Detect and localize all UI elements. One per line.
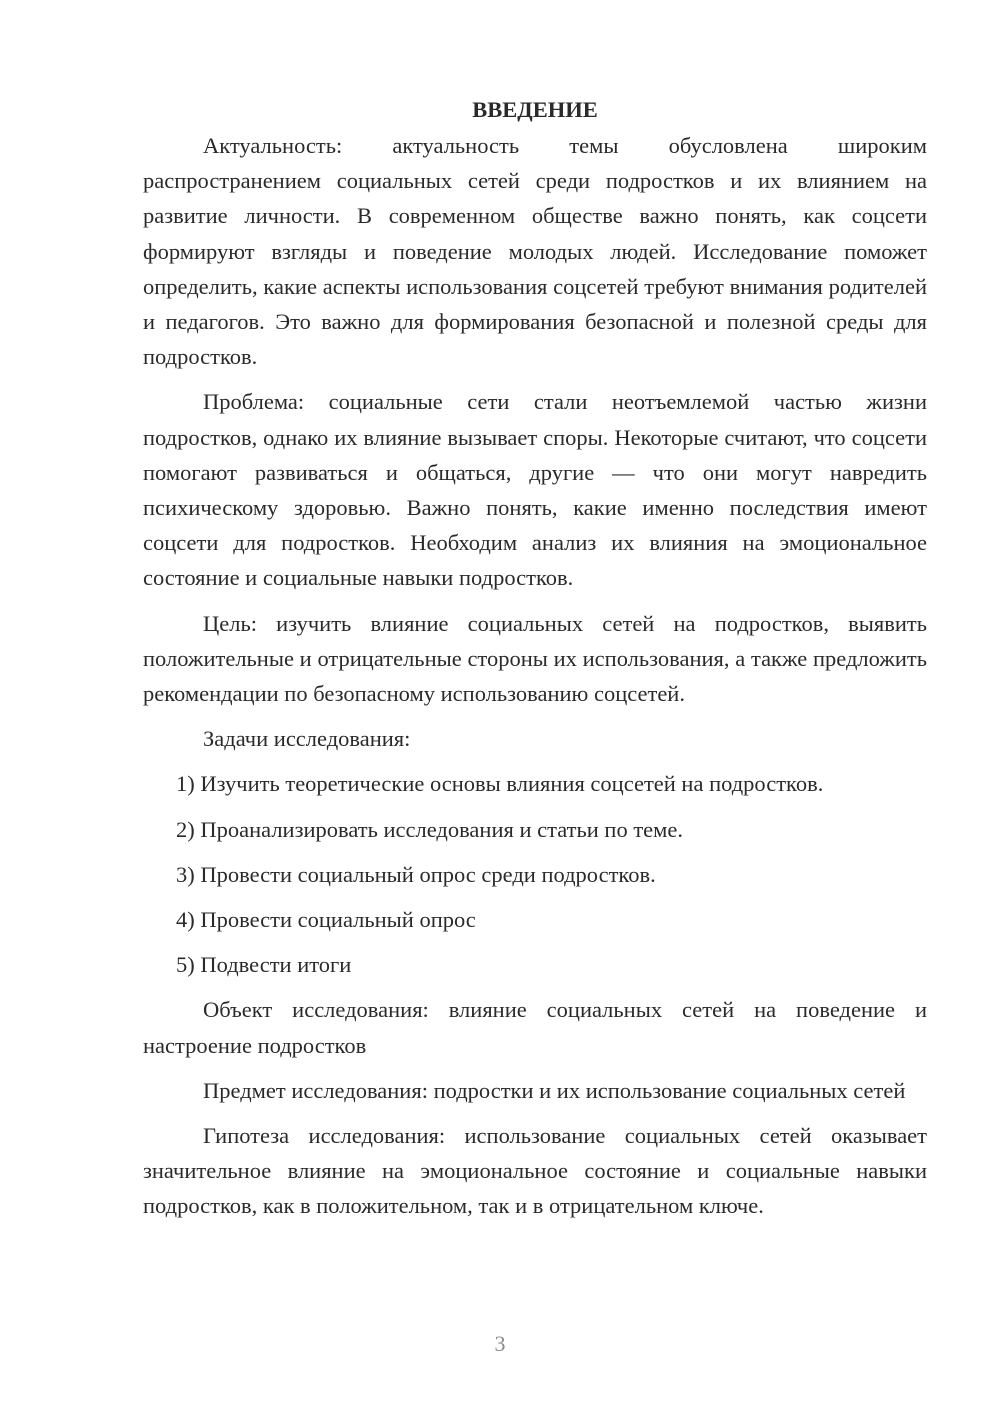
task-item-5: 5) Подвести итоги xyxy=(176,952,352,978)
goal-paragraph: Цель: изучить влияние социальных сетей на подростков, выявить положительные и отрицательные стороны их использования, а также предложить рекомендации по безопасному использованию соцсетей. xyxy=(143,610,927,707)
document-page xyxy=(143,92,927,1234)
relevance-paragraph: Актуальность: актуальность темы обусловлена широким распространением социальных сетей среди подростков и их влиянием на развитие личности. В современном обществе важно понять, как соцсети формируют взгляды и поведение молодых людей. Исследование поможет определить, какие аспекты использования соцсетей требуют внимания родителей и педагогов. Это важно для формирования безопасной и полезной среды для подростков. xyxy=(143,133,927,370)
object-paragraph: Объект исследования: влияние социальных сетей на поведение и настроение подростков xyxy=(143,997,927,1058)
tasks-list xyxy=(143,766,927,982)
page-number: 3 xyxy=(494,1331,506,1356)
problem-paragraph: Проблема: социальные сети стали неотъемлемой частью жизни подростков, однако их влияние вызывает споры. Некоторые считают, что соцсети помогают развиваться и общаться, другие — что они могут навредить психическому здоровью. Важно понять, какие именно последствия имеют соцсети для подростков. Необходим анализ их влияния на эмоциональное состояние и социальные навыки подростков. xyxy=(143,389,927,591)
document-title: ВВЕДЕНИЕ xyxy=(472,97,598,122)
task-item-3: 3) Провести социальный опрос среди подростков. xyxy=(176,861,656,887)
tasks-heading: Задачи исследования: xyxy=(203,726,411,752)
task-item-4: 4) Провести социальный опрос xyxy=(176,907,476,933)
subject-paragraph: Предмет исследования: подростки и их использование социальных сетей xyxy=(203,1077,906,1103)
task-item-2: 2) Проанализировать исследования и статьи по теме. xyxy=(176,816,683,842)
hypothesis-paragraph: Гипотеза исследования: использование социальных сетей оказывает значительное влияние на эмоциональное состояние и социальные навыки подростков, как в положительном, так и в отрицательном ключе. xyxy=(143,1123,927,1219)
task-item-1: 1) Изучить теоретические основы влияния соцсетей на подростков. xyxy=(176,771,824,797)
